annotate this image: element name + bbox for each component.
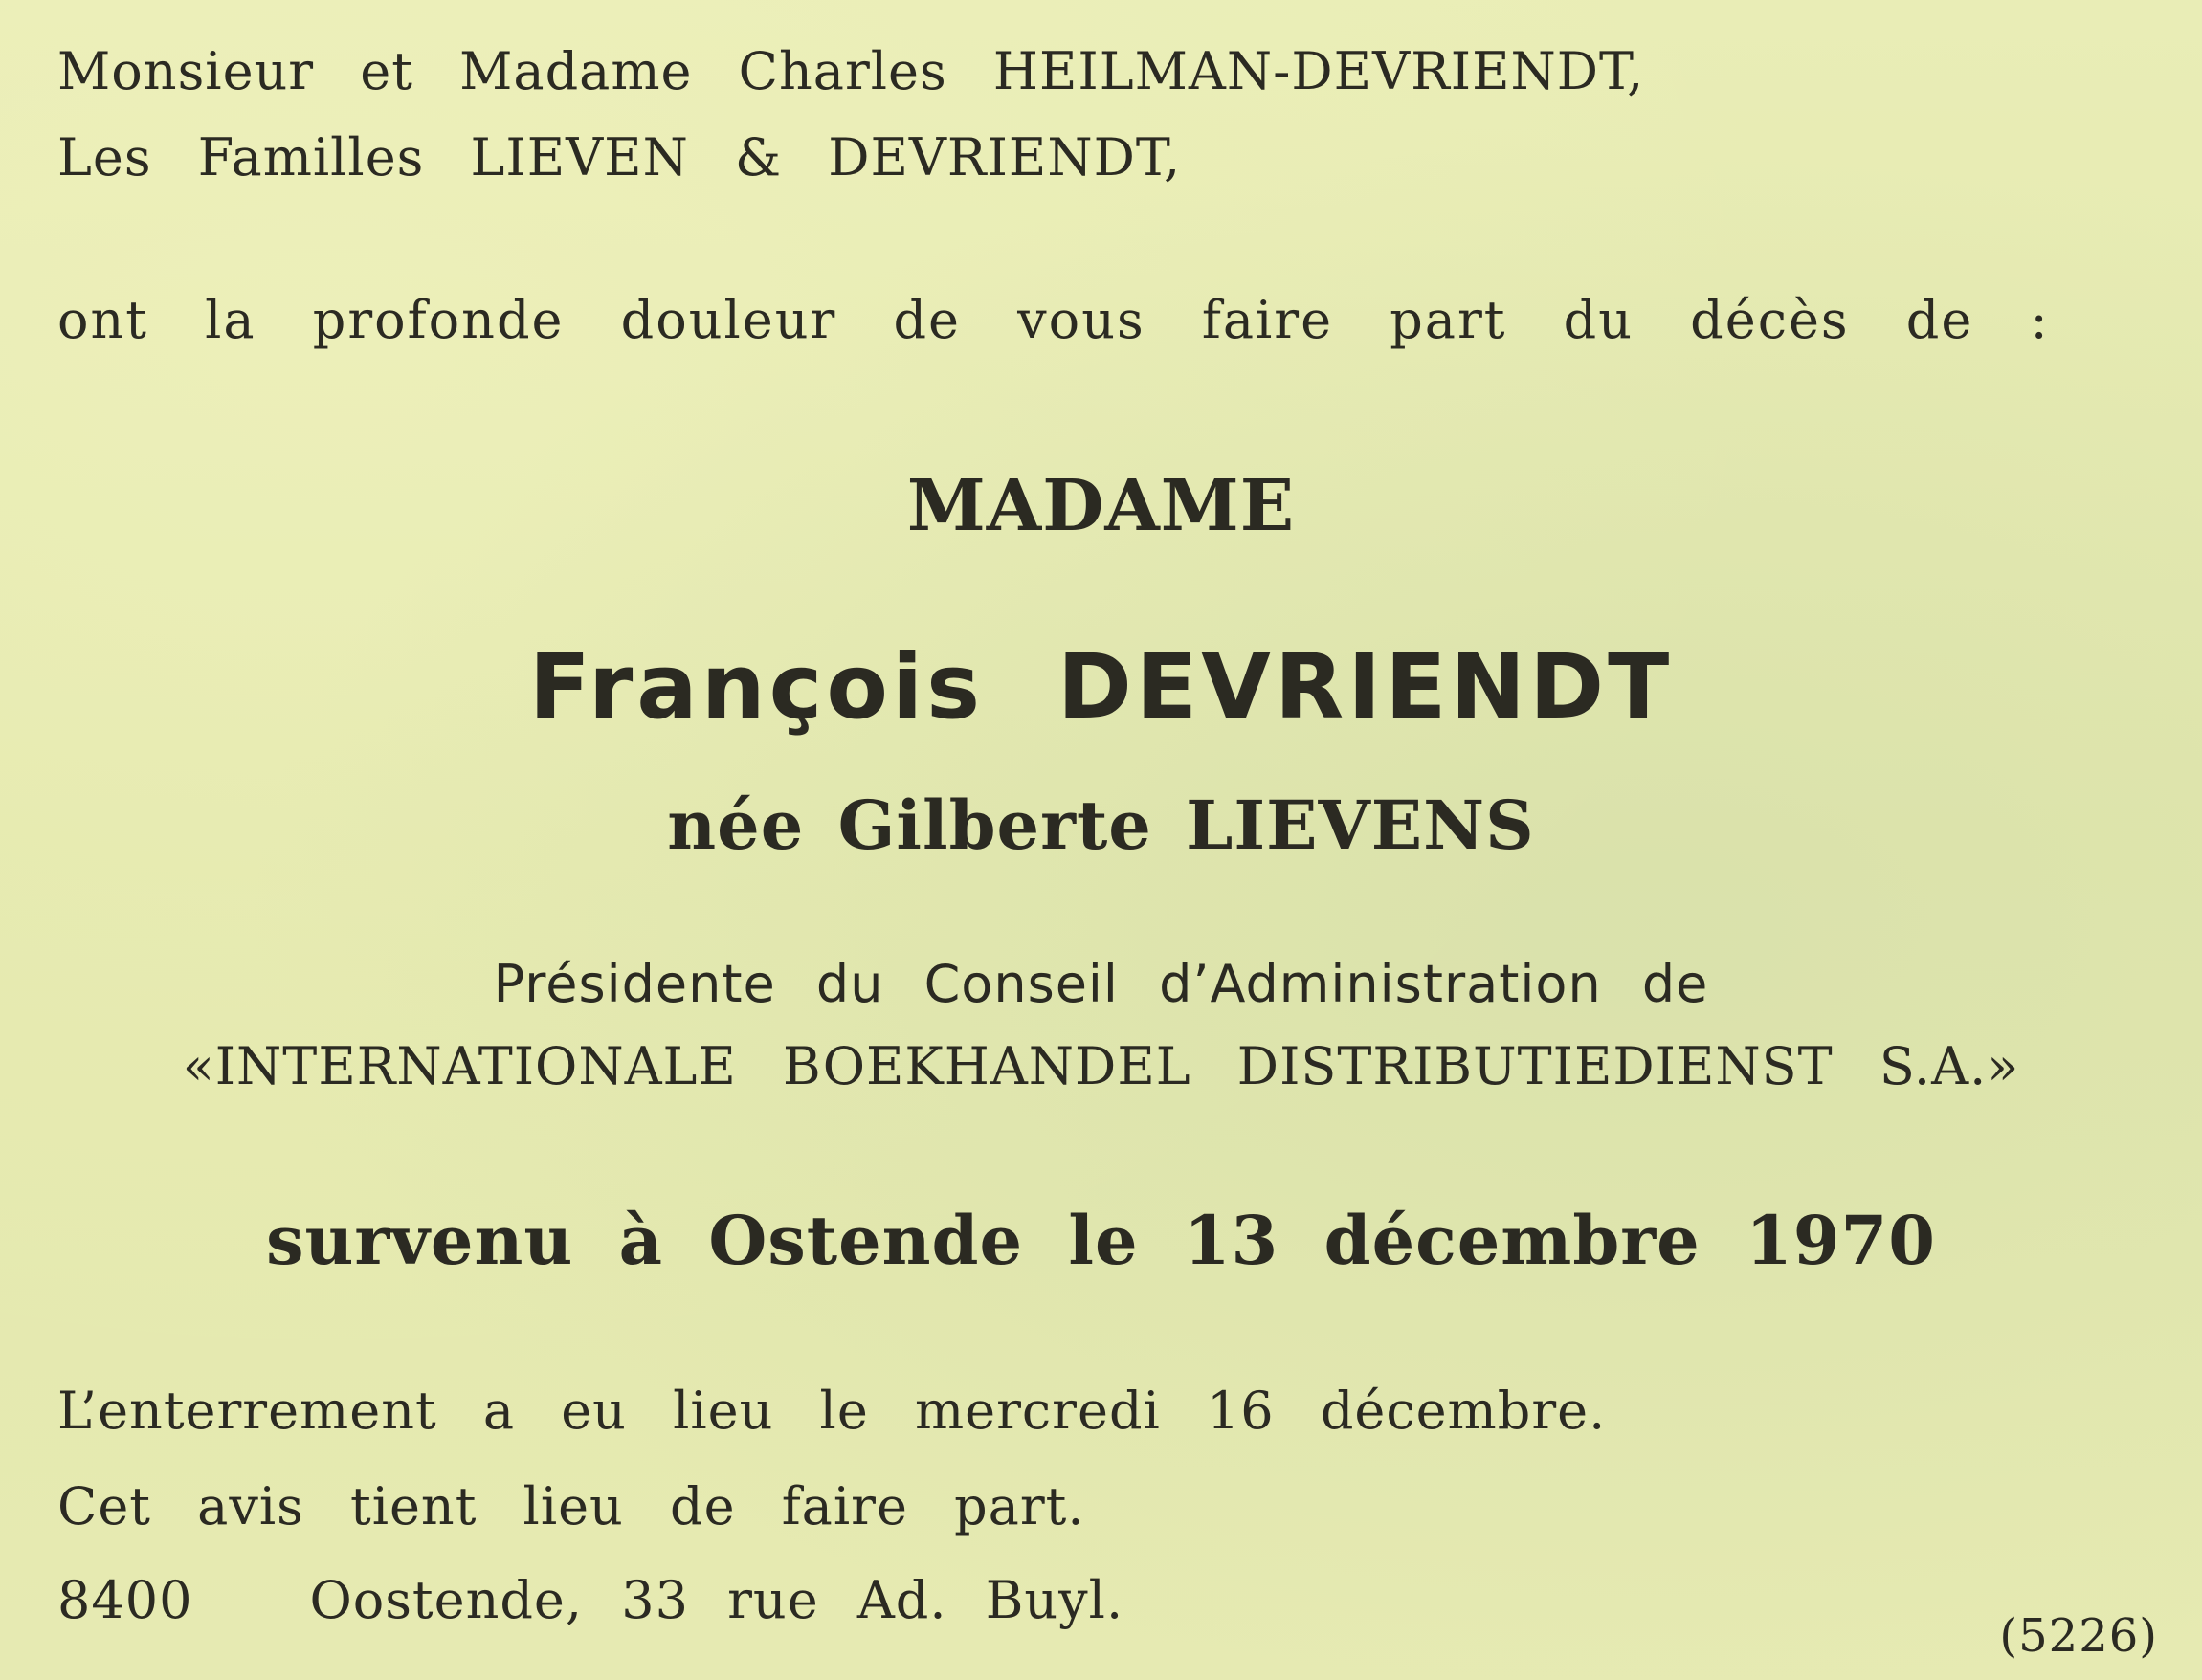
address-line [57,1570,1124,1630]
reference-number: (5226) [1999,1609,2158,1663]
role-text: Présidente du Conseil d’Administration de [493,954,1709,1014]
deceased-name: François DEVRIENDT [528,635,1674,740]
street-address: Oostende, 33 rue Ad. Buyl. [309,1570,1124,1630]
maiden-name: née Gilberte LIEVENS [667,785,1535,865]
announcers-line-2: Les Familles LIEVEN & DEVRIENDT, [57,127,1182,188]
death-date-text: survenu à Ostende le 13 décembre 1970 [266,1201,1936,1280]
notice-text: Cet avis tient lieu de faire part. [57,1476,1085,1536]
title-madame: MADAME [906,465,1296,547]
company-name: «INTERNATIONALE BOEKHANDEL DISTRIBUTIEDIENST S.A.» [182,1036,2020,1096]
intro-text: ont la profonde douleur de vous faire part du décès de : [57,290,2050,350]
postal-code: 8400 [57,1570,193,1630]
announcers-line-1: Monsieur et Madame Charles HEILMAN-DEVRIENDT, [57,41,1645,101]
burial-text: L’enterrement a eu lieu le mercredi 16 décembre. [57,1381,1607,1441]
